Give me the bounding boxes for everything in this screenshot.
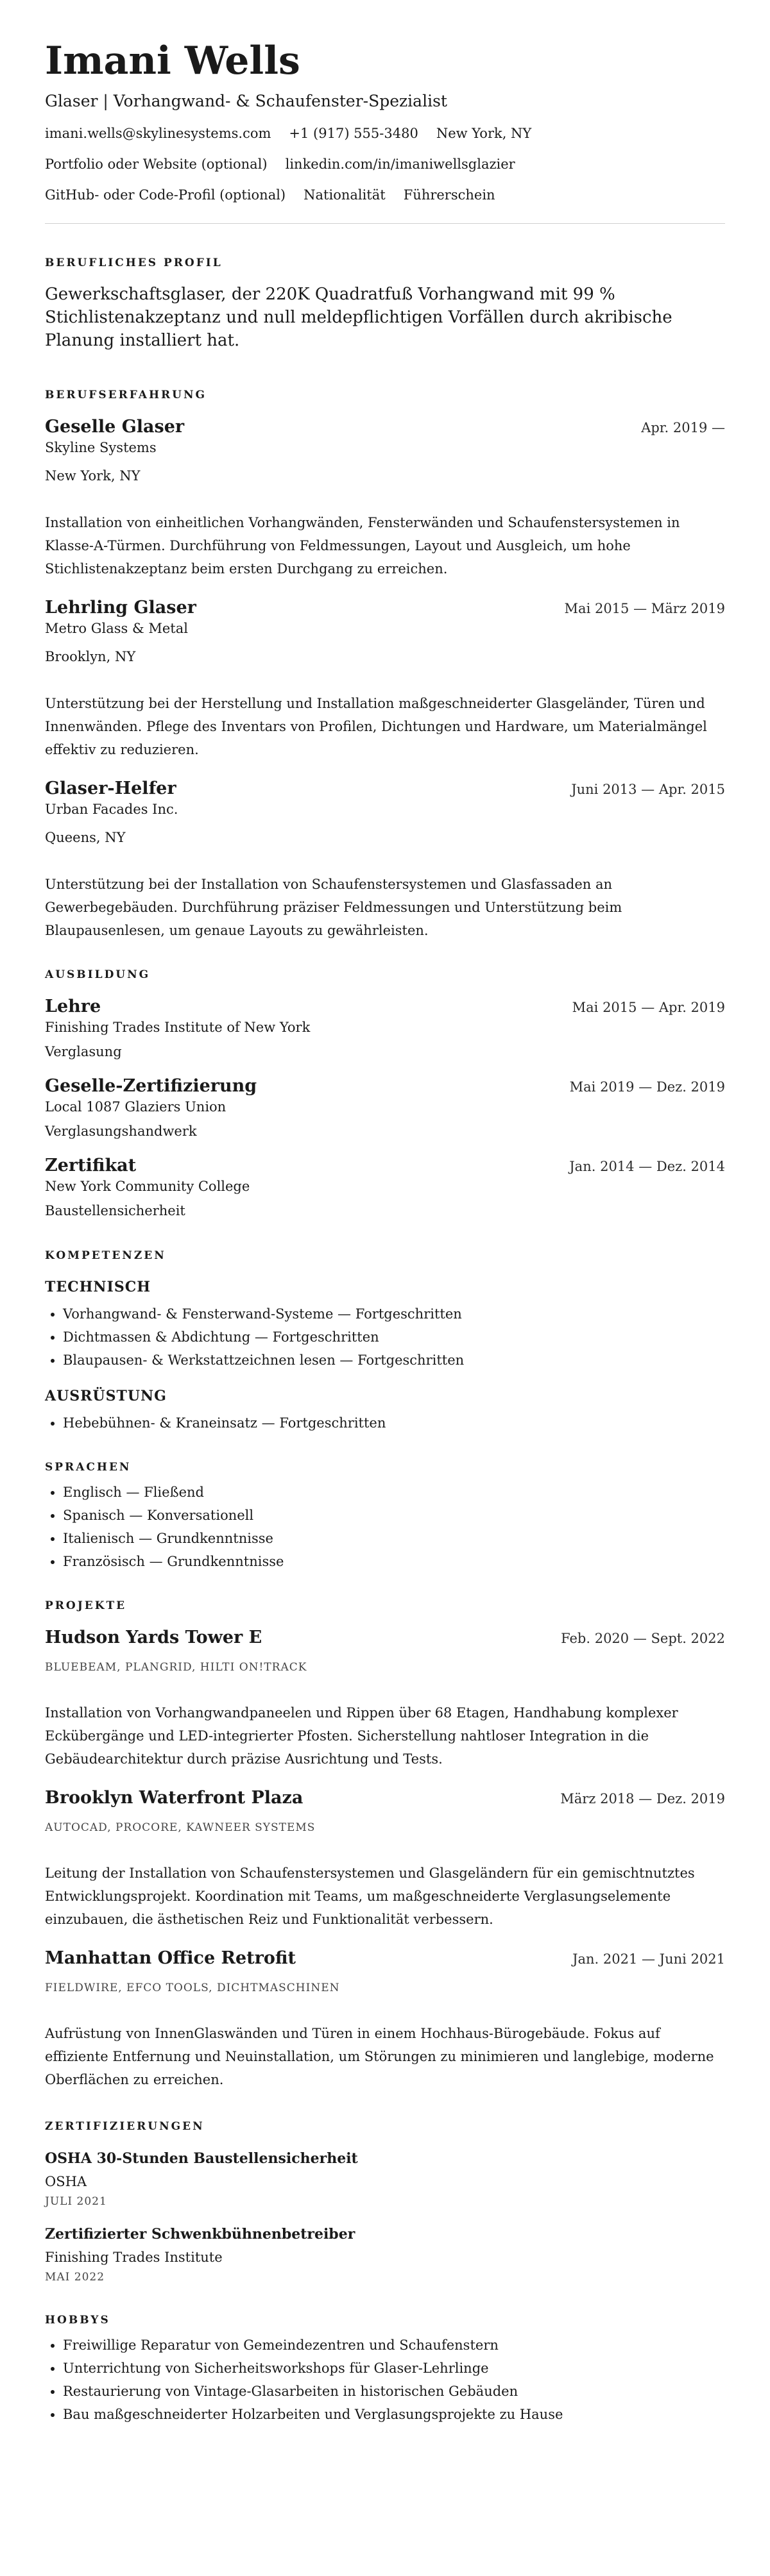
list-item: • Freiwillige Reparatur von Gemeindezentren und Schaufenstern [63, 2334, 725, 2357]
project-tech: AUTOCAD, PROCORE, KAWNEER SYSTEMS [45, 1821, 316, 1834]
experience-company: Metro Glass & Metal [45, 621, 188, 636]
experience-dates: Juni 2013 — Apr. 2015 [571, 782, 725, 797]
experience-entry-head [45, 597, 725, 619]
contact-location: New York, NY [436, 126, 532, 141]
experience-entry-head [45, 778, 725, 800]
list-item: • Vorhangwand- & Fensterwand-Systeme — Fortgeschritten [63, 1302, 725, 1326]
education-entry-head [45, 996, 725, 1018]
section-title-hobbies: HOBBYS [45, 2314, 110, 2327]
languages-list [45, 1481, 725, 1573]
project-tech: FIELDWIRE, EFCO TOOLS, DICHTMASCHINEN [45, 1982, 340, 1994]
experience-entry [45, 416, 725, 580]
header-divider [45, 223, 725, 224]
education-dates: Mai 2015 — Apr. 2019 [572, 1000, 725, 1015]
experience-entry [45, 597, 725, 761]
certification-date: JULI 2021 [45, 2195, 107, 2208]
section-title-education: AUSBILDUNG [45, 968, 151, 981]
contact-github[interactable]: GitHub- oder Code-Profil (optional) [45, 187, 286, 203]
contact-phone[interactable]: +1 (917) 555-3480 [289, 126, 418, 141]
project-name: Hudson Yards Tower E [45, 1628, 262, 1647]
certification-date: MAI 2022 [45, 2271, 105, 2284]
candidate-subtitle: Glaser | Vorhangwand- & Schaufenster-Spezialist [45, 92, 447, 110]
contact-portfolio[interactable]: Portfolio oder Website (optional) [45, 156, 268, 172]
experience-role: Glaser-Helfer [45, 779, 176, 798]
project-dates: Feb. 2020 — Sept. 2022 [561, 1631, 725, 1646]
skills-technical-list [45, 1302, 725, 1372]
section-title-projects: PROJEKTE [45, 1599, 127, 1612]
experience-company: Skyline Systems [45, 440, 157, 455]
experience-role: Geselle Glaser [45, 417, 185, 437]
section-title-languages: SPRACHEN [45, 1461, 132, 1474]
skills-technical-heading: TECHNISCH [45, 1279, 151, 1295]
skills-equipment-list [45, 1411, 725, 1435]
experience-role: Lehrling Glaser [45, 598, 196, 618]
contact-email[interactable]: imani.wells@skylinesystems.com [45, 126, 271, 141]
list-item: • Dichtmassen & Abdichtung — Fortgeschritten [63, 1326, 725, 1349]
list-item: • Unterrichtung von Sicherheitsworkshops für Glaser-Lehrlinge [63, 2357, 725, 2380]
project-entry [45, 1787, 725, 1931]
education-entry-head [45, 1075, 725, 1097]
certification-issuer: OSHA [45, 2174, 87, 2189]
education-entry [45, 1155, 725, 1220]
certification-issuer: Finishing Trades Institute [45, 2250, 223, 2265]
project-entry-head [45, 1787, 725, 1809]
project-tech: BLUEBEAM, PLANGRID, HILTI ON!TRACK [45, 1661, 307, 1674]
education-entry-head [45, 1155, 725, 1177]
experience-company: Urban Facades Inc. [45, 802, 178, 817]
certification-entry [45, 2225, 725, 2285]
project-entry [45, 1948, 725, 2091]
education-degree: Zertifikat [45, 1156, 137, 1175]
experience-description: Unterstützung bei der Installation von Schaufenstersystemen und Glasfassaden an Gewerbegebäuden. Durchführung präziser Feldmessungen und Unterstützung beim Blaupausenlesen, um genaue Layouts zu gewährleisten. [45, 877, 622, 938]
education-field: Baustellensicherheit [45, 1203, 185, 1218]
profile-text: Gewerkschaftsglaser, der 220K Quadratfuß Vorhangwand mit 99 % Stichlistenakzeptanz und null meldepflichtigen Vorfällen durch akribische Planung installiert hat. [45, 285, 672, 350]
project-description: Installation von Vorhangwandpaneelen und Rippen über 68 Etagen, Handhabung komplexer Eckübergänge und LED-integrierter Pfosten. Sicherstellung nahtloser Integration in die Gebäudearchitektur durch präzise Ausrichtung und Tests. [45, 1705, 678, 1767]
education-dates: Mai 2019 — Dez. 2019 [569, 1079, 725, 1095]
project-description: Leitung der Installation von Schaufenstersystemen und Glasgeländern für ein gemischtnutztes Entwicklungsprojekt. Koordination mit Teams, um maßgeschneiderte Verglasungselemente einzubauen, die ästhetischen Reiz und Funktionalität verbessern. [45, 1865, 695, 1927]
contact-row-primary [45, 124, 725, 142]
list-item: • Spanisch — Konversationell [63, 1504, 725, 1527]
section-title-experience: BERUFSERFAHRUNG [45, 389, 207, 401]
experience-description: Installation von einheitlichen Vorhangwänden, Fensterwänden und Schaufenstersystemen in Klasse-A-Türmen. Durchführung von Feldmessungen, Layout und Ausgleich, um hohe Stichlistenakzeptanz beim ersten Durchgang zu erreichen. [45, 515, 680, 577]
certification-name: OSHA 30-Stunden Baustellensicherheit [45, 2150, 358, 2167]
project-entry-head [45, 1627, 725, 1649]
experience-location: Brooklyn, NY [45, 649, 136, 664]
list-item: • Englisch — Fließend [63, 1481, 725, 1504]
contact-linkedin[interactable]: linkedin.com/in/imaniwellsglazier [285, 156, 515, 172]
experience-location: New York, NY [45, 468, 141, 484]
skills-equipment-heading: AUSRÜSTUNG [45, 1388, 167, 1404]
project-name: Brooklyn Waterfront Plaza [45, 1788, 304, 1808]
project-entry-head [45, 1948, 725, 1969]
project-entry [45, 1627, 725, 1771]
experience-dates: Apr. 2019 — [641, 420, 725, 435]
experience-dates: Mai 2015 — März 2019 [564, 601, 725, 616]
education-entry [45, 1075, 725, 1141]
project-description: Aufrüstung von InnenGlaswänden und Türen in einem Hochhaus-Bürogebäude. Fokus auf effiziente Entfernung und Neuinstallation, um Störungen zu minimieren und langlebige, moderne Oberflächen zu erreichen. [45, 2026, 714, 2087]
list-item: • Bau maßgeschneiderter Holzarbeiten und Verglasungsprojekte zu Hause [63, 2403, 725, 2426]
list-item: • Blaupausen- & Werkstattzeichnen lesen — Fortgeschritten [63, 1349, 725, 1372]
experience-entry-head [45, 416, 725, 438]
list-item: • Hebebühnen- & Kraneinsatz — Fortgeschritten [63, 1411, 725, 1435]
certification-entry [45, 2149, 725, 2209]
list-item: • Italienisch — Grundkenntnisse [63, 1527, 725, 1550]
contact-row-extra [45, 186, 725, 204]
education-dates: Jan. 2014 — Dez. 2014 [569, 1159, 725, 1174]
education-field: Verglasung [45, 1044, 122, 1059]
education-institution: Local 1087 Glaziers Union [45, 1099, 227, 1115]
section-title-skills: KOMPETENZEN [45, 1249, 166, 1262]
section-title-profile: BERUFLICHES PROFIL [45, 257, 223, 269]
experience-entry [45, 778, 725, 942]
contact-nationality: Nationalität [304, 187, 386, 203]
project-name: Manhattan Office Retrofit [45, 1948, 296, 1968]
experience-location: Queens, NY [45, 830, 126, 845]
education-degree: Geselle-Zertifizierung [45, 1076, 257, 1096]
education-degree: Lehre [45, 997, 101, 1016]
list-item: • Restaurierung von Vintage-Glasarbeiten in historischen Gebäuden [63, 2380, 725, 2403]
candidate-name: Imani Wells [45, 38, 300, 83]
hobbies-list [45, 2334, 725, 2426]
project-dates: März 2018 — Dez. 2019 [560, 1791, 725, 1806]
contact-license: Führerschein [403, 187, 495, 203]
contact-row-links [45, 155, 725, 173]
list-item: • Französisch — Grundkenntnisse [63, 1550, 725, 1573]
education-institution: New York Community College [45, 1179, 250, 1194]
section-title-certifications: ZERTIFIZIERUNGEN [45, 2120, 205, 2133]
education-institution: Finishing Trades Institute of New York [45, 1020, 311, 1035]
certification-name: Zertifizierter Schwenkbühnenbetreiber [45, 2226, 355, 2243]
project-dates: Jan. 2021 — Juni 2021 [572, 1951, 725, 1967]
experience-description: Unterstützung bei der Herstellung und Installation maßgeschneiderter Glasgeländer, Türen und Innenwänden. Pflege des Inventars von Profilen, Dichtungen und Hardware, um Materialmängel effektiv zu reduzieren. [45, 696, 707, 757]
education-field: Verglasungshandwerk [45, 1124, 197, 1139]
education-entry [45, 996, 725, 1061]
